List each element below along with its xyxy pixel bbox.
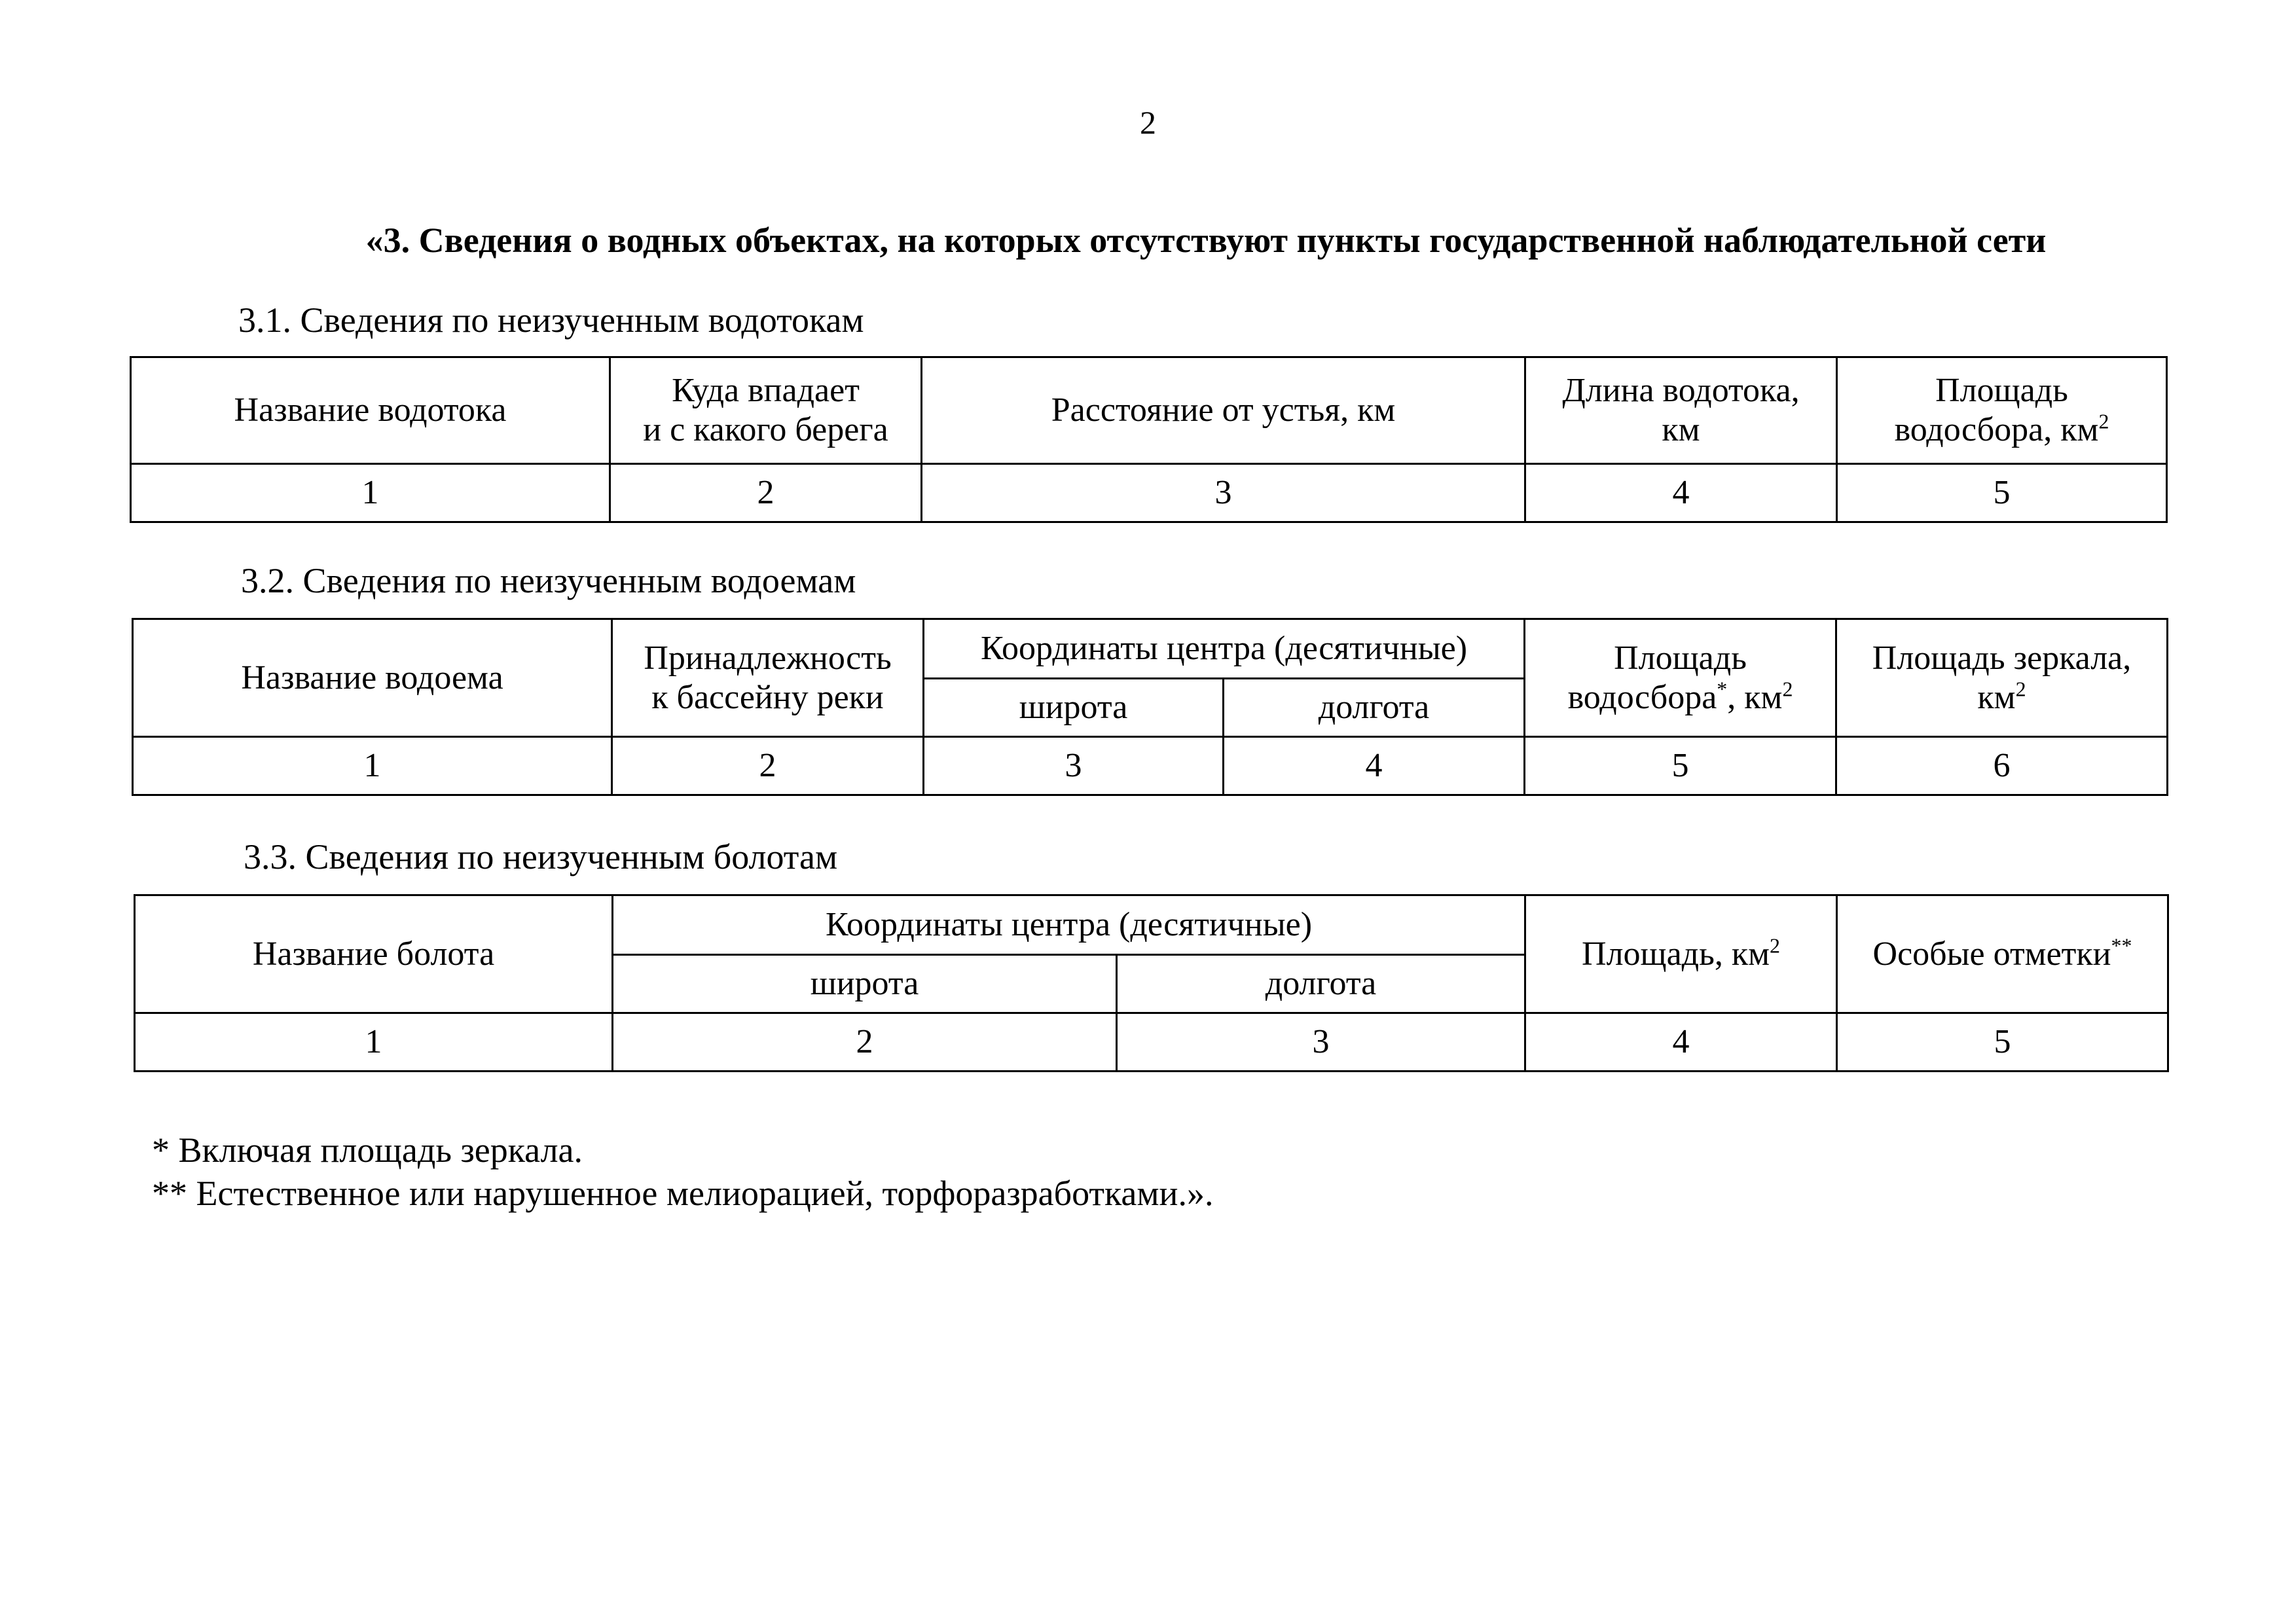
column-number: 3 <box>924 737 1224 795</box>
table-number-row <box>131 464 2167 522</box>
swamps-table <box>134 894 2169 1072</box>
column-number: 2 <box>612 737 924 795</box>
column-number: 5 <box>1525 737 1836 795</box>
header-latitude: широта <box>613 955 1117 1013</box>
table-header-row <box>131 357 2167 464</box>
header-longitude: долгота <box>1224 679 1525 737</box>
page-number: 2 <box>1140 104 1156 141</box>
column-number: 1 <box>133 737 612 795</box>
header-distance-from-mouth: Расстояние от устья, км <box>922 357 1525 464</box>
header-latitude: широта <box>924 679 1224 737</box>
watercourses-table <box>130 356 2168 523</box>
header-river-basin: Принадлежность к бассейну реки <box>612 619 924 737</box>
table-number-row <box>133 737 2168 795</box>
table-number-row <box>135 1013 2168 1072</box>
column-number: 4 <box>1525 464 1837 522</box>
section-title-swamps: 3.3. Сведения по неизученным болотам <box>244 837 838 876</box>
header-center-coordinates: Координаты центра (десятичные) <box>613 895 1525 955</box>
footnote-mirror-area: * Включая площадь зеркала. <box>152 1130 583 1170</box>
column-number: 4 <box>1525 1013 1837 1072</box>
column-number: 2 <box>610 464 922 522</box>
table-header-row <box>133 619 2168 679</box>
column-number: 3 <box>922 464 1525 522</box>
header-inflow: Куда впадает и с какого берега <box>610 357 922 464</box>
header-center-coordinates: Координаты центра (десятичные) <box>924 619 1525 679</box>
column-number: 5 <box>1837 464 2167 522</box>
header-mirror-area: Площадь зеркала, $км^2$ <box>1836 619 2168 737</box>
column-number: 3 <box>1117 1013 1525 1072</box>
section-title-reservoirs: 3.2. Сведения по неизученным водоемам <box>241 561 856 600</box>
table-header-row <box>135 895 2168 955</box>
section-title-watercourses: 3.1. Сведения по неизученным водотокам <box>238 300 864 340</box>
header-watercourse-length: Длина водотока, км <box>1525 357 1837 464</box>
header-swamp-name: Название болота <box>135 895 613 1013</box>
column-number: 2 <box>613 1013 1117 1072</box>
column-number: 1 <box>135 1013 613 1072</box>
header-longitude: долгота <box>1117 955 1525 1013</box>
reservoirs-table <box>132 618 2168 796</box>
column-number: 4 <box>1224 737 1525 795</box>
footnote-special-notes: ** Естественное или нарушенное мелиорацией, торфоразработками.». <box>152 1174 1214 1213</box>
header-reservoir-name: Название водоема <box>133 619 612 737</box>
header-watercourse-name: Название водотока <box>131 357 610 464</box>
column-number: 5 <box>1837 1013 2168 1072</box>
header-catchment-area: Площадь водосбора*, $км^2$ <box>1525 619 1836 737</box>
header-catchment-area: Площадь водосбора, $км^2$ <box>1837 357 2167 464</box>
document-title: «3. Сведения о водных объектах, на которых отсутствуют пункты государственной наблюдательной сети <box>365 221 2047 260</box>
column-number: 6 <box>1836 737 2168 795</box>
header-area: Площадь, $км^2$ <box>1525 895 1837 1013</box>
header-special-notes: Особые отметки** <box>1837 895 2168 1013</box>
column-number: 1 <box>131 464 610 522</box>
